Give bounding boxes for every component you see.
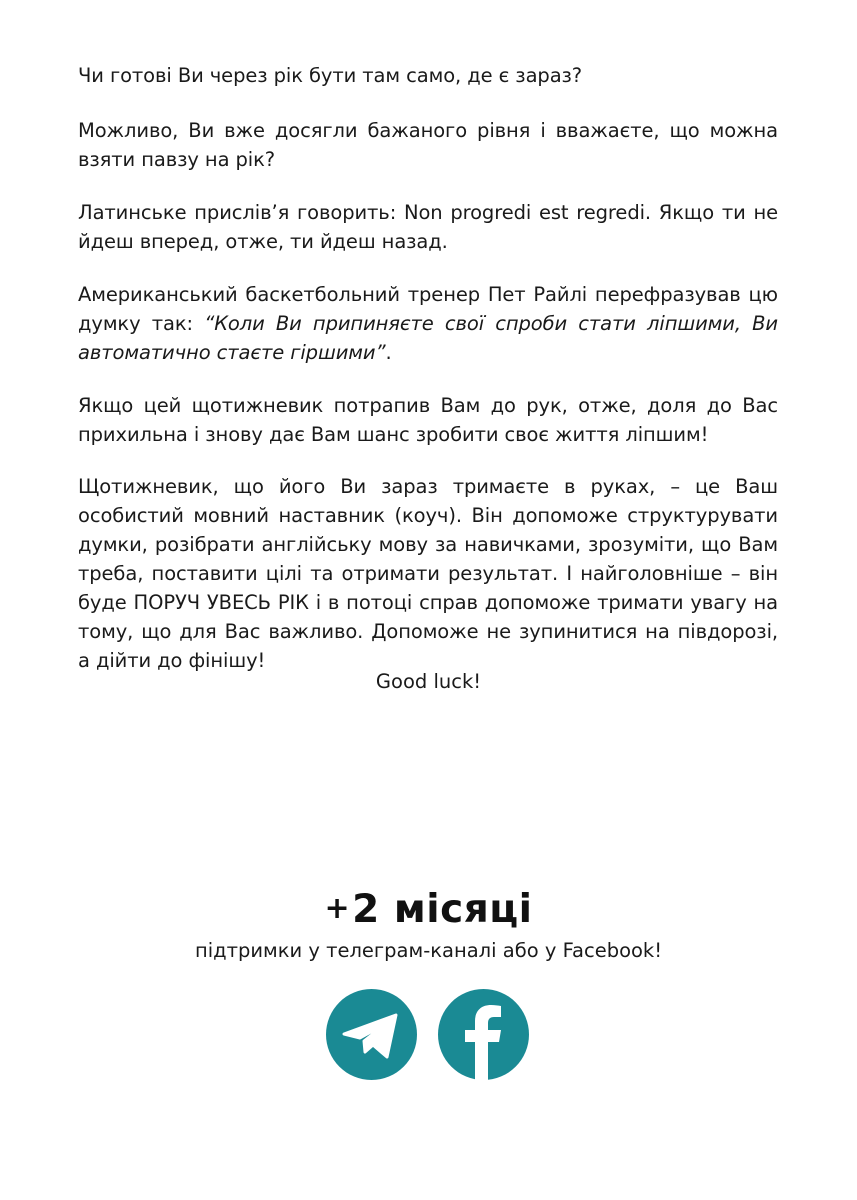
paragraph-end: . — [385, 341, 392, 364]
paragraph-pat-riley — [78, 280, 778, 367]
paragraph-text: Можливо, Ви вже досягли бажаного рівня і вважаєте, що можна взяти павзу на рік? — [78, 119, 778, 171]
paragraph-intro: Американський баскетбольний тренер Пет Райлі перефразував цю думку так: — [78, 283, 778, 335]
paragraph-question — [78, 61, 778, 90]
telegram-icon — [326, 989, 417, 1080]
good-luck-text: Good luck! — [375, 670, 482, 693]
facebook-button[interactable] — [438, 989, 529, 1080]
paragraph-text: Щотижневик, що його Ви зараз тримаєте в руках, – це Ваш особистий мовний наставник (коуч). Він допоможе структурувати думки, розібрати англійську мову за навичками, зрозуміти, що Вам треба, поставити цілі та отримати результат. І найголовніше – він буде ПОРУЧ УВЕСЬ РІК і в потоці справ допоможе тримати увагу на тому, що для Вас важливо. Допоможе не зупинитися на півдорозі, а дійти до фінішу! — [78, 475, 778, 672]
paragraph-text: Чи готові Ви через рік бути там само, де є зараз? — [78, 64, 583, 87]
facebook-icon — [438, 989, 529, 1080]
paragraph-pause — [78, 116, 778, 174]
promo-title-text: 2 місяці — [352, 887, 533, 932]
paragraph-lucky — [78, 391, 778, 449]
social-links — [0, 989, 857, 1081]
promo-plus: + — [324, 891, 351, 926]
promo-subtitle: підтримки у телеграм-каналі або у Facebook! — [194, 939, 663, 962]
riley-quote: “Коли Ви припиняєте свої спроби стати ліпшими, Ви автоматично стаєте гіршими” — [78, 312, 778, 364]
paragraph-text — [78, 280, 778, 367]
promo-block — [0, 884, 857, 965]
paragraph-text: Якщо цей щотижневик потрапив Вам до рук, отже, доля до Вас прихильна і знову дає Вам шанс зробити своє життя ліпшим! — [78, 394, 778, 446]
paragraph-coach — [78, 472, 778, 675]
promo-title — [0, 884, 857, 935]
paragraph-text: Латинське прислів’я говорить: Non progredi est regredi. Якщо ти не йдеш вперед, отже, ти йдеш назад. — [78, 201, 778, 253]
paragraph-latin-proverb — [78, 198, 778, 256]
telegram-button[interactable] — [326, 989, 417, 1080]
